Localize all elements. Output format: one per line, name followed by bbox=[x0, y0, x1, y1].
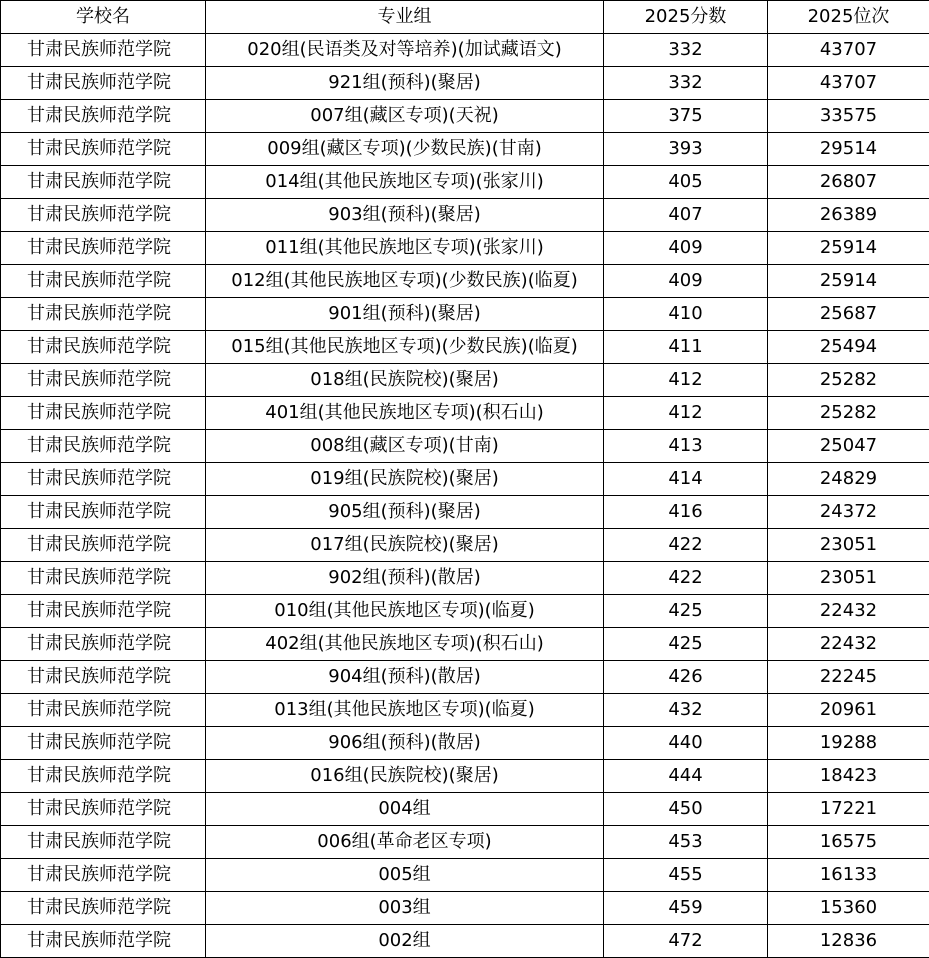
cell-rank: 22245 bbox=[768, 661, 929, 694]
cell-major-group: 018组(民族院校)(聚居) bbox=[206, 364, 604, 397]
cell-school-name: 甘肃民族师范学院 bbox=[1, 397, 206, 430]
cell-major-group: 402组(其他民族地区专项)(积石山) bbox=[206, 628, 604, 661]
cell-school-name: 甘肃民族师范学院 bbox=[1, 265, 206, 298]
cell-major-group: 011组(其他民族地区专项)(张家川) bbox=[206, 232, 604, 265]
cell-school-name: 甘肃民族师范学院 bbox=[1, 826, 206, 859]
cell-school-name: 甘肃民族师范学院 bbox=[1, 661, 206, 694]
cell-major-group: 921组(预科)(聚居) bbox=[206, 67, 604, 100]
cell-school-name: 甘肃民族师范学院 bbox=[1, 793, 206, 826]
cell-rank: 16133 bbox=[768, 859, 929, 892]
table-row bbox=[1, 859, 929, 892]
cell-school-name: 甘肃民族师范学院 bbox=[1, 859, 206, 892]
cell-score: 409 bbox=[604, 265, 768, 298]
table-row bbox=[1, 463, 929, 496]
cell-score: 375 bbox=[604, 100, 768, 133]
cell-major-group: 401组(其他民族地区专项)(积石山) bbox=[206, 397, 604, 430]
cell-rank: 23051 bbox=[768, 529, 929, 562]
header-score-2025: 2025分数 bbox=[604, 1, 768, 34]
cell-school-name: 甘肃民族师范学院 bbox=[1, 133, 206, 166]
cell-score: 410 bbox=[604, 298, 768, 331]
cell-score: 409 bbox=[604, 232, 768, 265]
table-row bbox=[1, 727, 929, 760]
cell-major-group: 019组(民族院校)(聚居) bbox=[206, 463, 604, 496]
cell-score: 405 bbox=[604, 166, 768, 199]
table-row bbox=[1, 628, 929, 661]
cell-score: 450 bbox=[604, 793, 768, 826]
table-row bbox=[1, 430, 929, 463]
cell-score: 413 bbox=[604, 430, 768, 463]
cell-rank: 25282 bbox=[768, 364, 929, 397]
table-row bbox=[1, 925, 929, 958]
cell-school-name: 甘肃民族师范学院 bbox=[1, 298, 206, 331]
cell-score: 425 bbox=[604, 628, 768, 661]
cell-rank: 24829 bbox=[768, 463, 929, 496]
cell-major-group: 902组(预科)(散居) bbox=[206, 562, 604, 595]
cell-rank: 12836 bbox=[768, 925, 929, 958]
cell-rank: 43707 bbox=[768, 67, 929, 100]
cell-rank: 24372 bbox=[768, 496, 929, 529]
cell-rank: 18423 bbox=[768, 760, 929, 793]
cell-score: 332 bbox=[604, 67, 768, 100]
table-row bbox=[1, 133, 929, 166]
table-body bbox=[1, 34, 929, 958]
table-row bbox=[1, 364, 929, 397]
cell-rank: 20961 bbox=[768, 694, 929, 727]
cell-score: 416 bbox=[604, 496, 768, 529]
table-row bbox=[1, 67, 929, 100]
cell-rank: 19288 bbox=[768, 727, 929, 760]
table-row bbox=[1, 166, 929, 199]
cell-score: 411 bbox=[604, 331, 768, 364]
cell-rank: 43707 bbox=[768, 34, 929, 67]
cell-score: 455 bbox=[604, 859, 768, 892]
cell-school-name: 甘肃民族师范学院 bbox=[1, 595, 206, 628]
header-school-name: 学校名 bbox=[1, 1, 206, 34]
table-row bbox=[1, 793, 929, 826]
header-rank-2025: 2025位次 bbox=[768, 1, 929, 34]
cell-school-name: 甘肃民族师范学院 bbox=[1, 529, 206, 562]
table-row bbox=[1, 496, 929, 529]
cell-score: 422 bbox=[604, 529, 768, 562]
cell-school-name: 甘肃民族师范学院 bbox=[1, 199, 206, 232]
cell-major-group: 906组(预科)(散居) bbox=[206, 727, 604, 760]
cell-school-name: 甘肃民族师范学院 bbox=[1, 34, 206, 67]
cell-score: 414 bbox=[604, 463, 768, 496]
cell-school-name: 甘肃民族师范学院 bbox=[1, 892, 206, 925]
cell-school-name: 甘肃民族师范学院 bbox=[1, 760, 206, 793]
cell-major-group: 901组(预科)(聚居) bbox=[206, 298, 604, 331]
cell-score: 432 bbox=[604, 694, 768, 727]
cell-score: 412 bbox=[604, 364, 768, 397]
cell-score: 393 bbox=[604, 133, 768, 166]
cell-major-group: 015组(其他民族地区专项)(少数民族)(临夏) bbox=[206, 331, 604, 364]
cell-score: 440 bbox=[604, 727, 768, 760]
cell-score: 425 bbox=[604, 595, 768, 628]
cell-rank: 25047 bbox=[768, 430, 929, 463]
cell-school-name: 甘肃民族师范学院 bbox=[1, 364, 206, 397]
table-row bbox=[1, 595, 929, 628]
cell-score: 422 bbox=[604, 562, 768, 595]
table-row bbox=[1, 694, 929, 727]
cell-rank: 25914 bbox=[768, 232, 929, 265]
cell-major-group: 008组(藏区专项)(甘南) bbox=[206, 430, 604, 463]
table-row bbox=[1, 331, 929, 364]
cell-rank: 23051 bbox=[768, 562, 929, 595]
header-row bbox=[1, 1, 929, 34]
cell-score: 472 bbox=[604, 925, 768, 958]
table-row bbox=[1, 100, 929, 133]
cell-school-name: 甘肃民族师范学院 bbox=[1, 463, 206, 496]
cell-rank: 25282 bbox=[768, 397, 929, 430]
cell-major-group: 003组 bbox=[206, 892, 604, 925]
cell-rank: 25687 bbox=[768, 298, 929, 331]
cell-major-group: 009组(藏区专项)(少数民族)(甘南) bbox=[206, 133, 604, 166]
cell-score: 332 bbox=[604, 34, 768, 67]
table-row bbox=[1, 661, 929, 694]
cell-school-name: 甘肃民族师范学院 bbox=[1, 166, 206, 199]
cell-school-name: 甘肃民族师范学院 bbox=[1, 727, 206, 760]
table-row bbox=[1, 562, 929, 595]
cell-score: 459 bbox=[604, 892, 768, 925]
cell-major-group: 004组 bbox=[206, 793, 604, 826]
table-row bbox=[1, 232, 929, 265]
cell-rank: 15360 bbox=[768, 892, 929, 925]
cell-rank: 33575 bbox=[768, 100, 929, 133]
cell-major-group: 017组(民族院校)(聚居) bbox=[206, 529, 604, 562]
cell-score: 407 bbox=[604, 199, 768, 232]
header-major-group: 专业组 bbox=[206, 1, 604, 34]
cell-major-group: 012组(其他民族地区专项)(少数民族)(临夏) bbox=[206, 265, 604, 298]
cell-school-name: 甘肃民族师范学院 bbox=[1, 694, 206, 727]
table-row bbox=[1, 397, 929, 430]
cell-rank: 26807 bbox=[768, 166, 929, 199]
cell-rank: 22432 bbox=[768, 628, 929, 661]
cell-rank: 22432 bbox=[768, 595, 929, 628]
cell-school-name: 甘肃民族师范学院 bbox=[1, 562, 206, 595]
table-row bbox=[1, 199, 929, 232]
cell-school-name: 甘肃民族师范学院 bbox=[1, 628, 206, 661]
table-header bbox=[1, 1, 929, 34]
cell-school-name: 甘肃民族师范学院 bbox=[1, 925, 206, 958]
cell-school-name: 甘肃民族师范学院 bbox=[1, 100, 206, 133]
table-row bbox=[1, 826, 929, 859]
cell-rank: 25914 bbox=[768, 265, 929, 298]
cell-score: 412 bbox=[604, 397, 768, 430]
cell-major-group: 013组(其他民族地区专项)(临夏) bbox=[206, 694, 604, 727]
cell-major-group: 010组(其他民族地区专项)(临夏) bbox=[206, 595, 604, 628]
cell-school-name: 甘肃民族师范学院 bbox=[1, 331, 206, 364]
cell-school-name: 甘肃民族师范学院 bbox=[1, 430, 206, 463]
cell-school-name: 甘肃民族师范学院 bbox=[1, 67, 206, 100]
cell-major-group: 007组(藏区专项)(天祝) bbox=[206, 100, 604, 133]
cell-score: 426 bbox=[604, 661, 768, 694]
cell-score: 444 bbox=[604, 760, 768, 793]
cell-rank: 25494 bbox=[768, 331, 929, 364]
cell-major-group: 903组(预科)(聚居) bbox=[206, 199, 604, 232]
table-row bbox=[1, 529, 929, 562]
cell-major-group: 016组(民族院校)(聚居) bbox=[206, 760, 604, 793]
cell-major-group: 006组(革命老区专项) bbox=[206, 826, 604, 859]
cell-rank: 17221 bbox=[768, 793, 929, 826]
table-row bbox=[1, 760, 929, 793]
cell-school-name: 甘肃民族师范学院 bbox=[1, 232, 206, 265]
cell-major-group: 014组(其他民族地区专项)(张家川) bbox=[206, 166, 604, 199]
table-row bbox=[1, 34, 929, 67]
table-row bbox=[1, 265, 929, 298]
cell-school-name: 甘肃民族师范学院 bbox=[1, 496, 206, 529]
cell-major-group: 002组 bbox=[206, 925, 604, 958]
cell-rank: 16575 bbox=[768, 826, 929, 859]
cell-score: 453 bbox=[604, 826, 768, 859]
cell-major-group: 020组(民语类及对等培养)(加试藏语文) bbox=[206, 34, 604, 67]
cell-major-group: 005组 bbox=[206, 859, 604, 892]
cell-rank: 26389 bbox=[768, 199, 929, 232]
cell-major-group: 905组(预科)(聚居) bbox=[206, 496, 604, 529]
table-row bbox=[1, 298, 929, 331]
table-row bbox=[1, 892, 929, 925]
cell-major-group: 904组(预科)(散居) bbox=[206, 661, 604, 694]
cell-rank: 29514 bbox=[768, 133, 929, 166]
